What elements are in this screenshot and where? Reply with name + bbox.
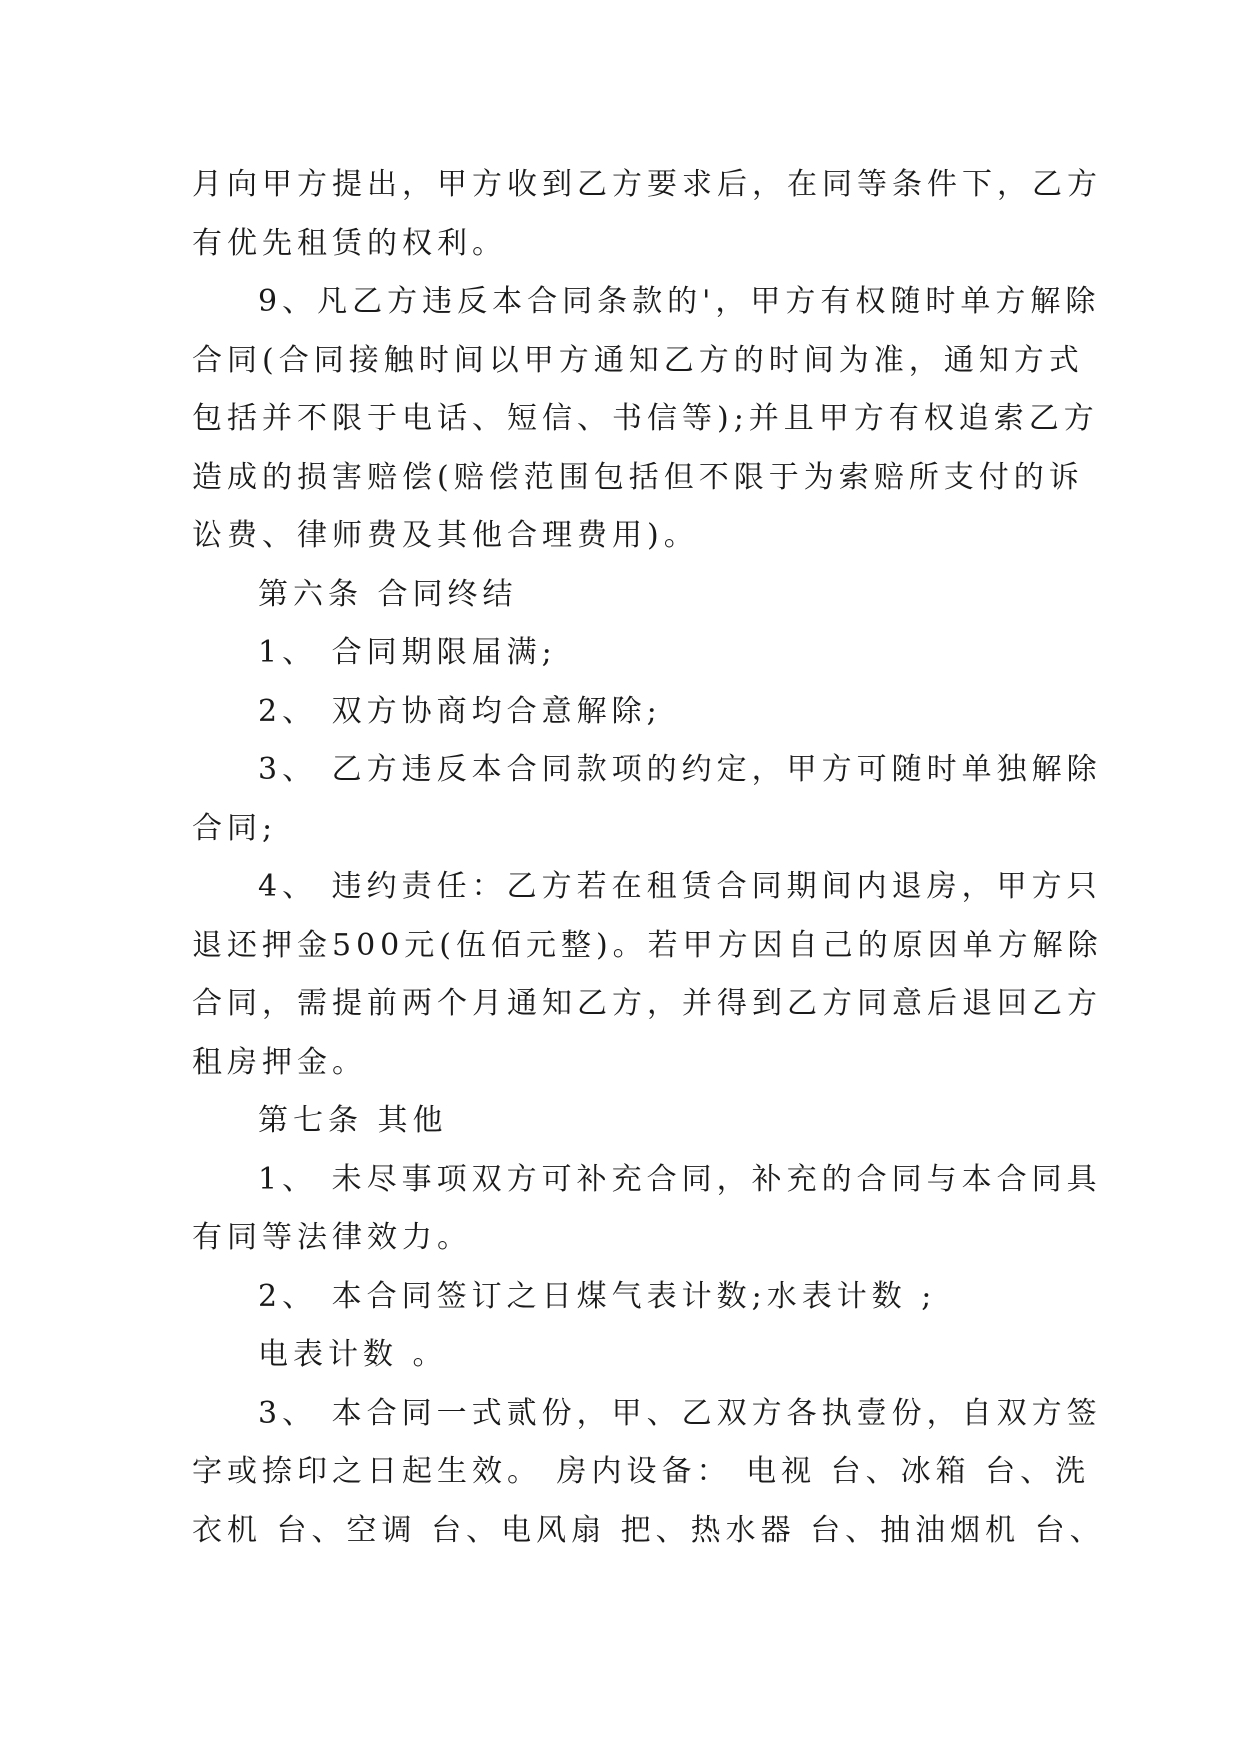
text-line: 有同等法律效力。 [192,1220,472,1255]
text-line: 退还押金500元(伍佰元整)。若甲方因自己的原因单方解除 [192,927,1103,963]
text-line: 合同; [192,810,278,846]
section-heading-7: 第七条 其他 [258,1103,448,1138]
text-line: 2、 本合同签订之日煤气表计数;水表计数 ; [258,1278,937,1314]
text-line: 包括并不限于电话、短信、书信等);并且甲方有权追索乙方 [192,401,1099,436]
text-line: 3、 乙方违反本合同款项的约定，甲方可随时单独解除 [258,752,1102,787]
text-line: 合同(合同接触时间以甲方通知乙方的时间为准，通知方式 [192,342,1084,378]
text-line: 租房押金。 [192,1044,367,1080]
text-line: 4、 违约责任：乙方若在租赁合同期间内退房，甲方只 [258,869,1102,904]
text-line: 字或捺印之日起生效。 房内设备： 电视 台、冰箱 台、洗 [192,1454,1091,1489]
text-line: 造成的损害赔偿(赔偿范围包括但不限于为索赔所支付的诉 [192,459,1084,495]
text-line: 月向甲方提出，甲方收到乙方要求后，在同等条件下，乙方 [192,167,1102,202]
text-line: 2、 双方协商均合意解除; [258,693,662,729]
text-line: 衣机 台、空调 台、电风扇 把、热水器 台、抽油烟机 台、 [192,1512,1105,1548]
document-body [192,156,1105,1560]
text-line: 有优先租赁的权利。 [192,225,507,261]
text-line: 电表计数 。 [258,1337,448,1372]
text-line: 3、 本合同一式贰份，甲、乙双方各执壹份，自双方签 [258,1395,1102,1431]
text-line: 1、 合同期限届满; [258,635,557,670]
text-line: 合同，需提前两个月通知乙方，并得到乙方同意后退回乙方 [192,986,1102,1021]
section-heading-6: 第六条 合同终结 [258,576,518,612]
text-line: 1、 未尽事项双方可补充合同，补充的合同与本合同具 [258,1161,1102,1197]
text-line: 9、凡乙方违反本合同条款的'，甲方有权随时单方解除 [258,284,1101,319]
text-line: 讼费、律师费及其他合理费用)。 [192,518,699,553]
